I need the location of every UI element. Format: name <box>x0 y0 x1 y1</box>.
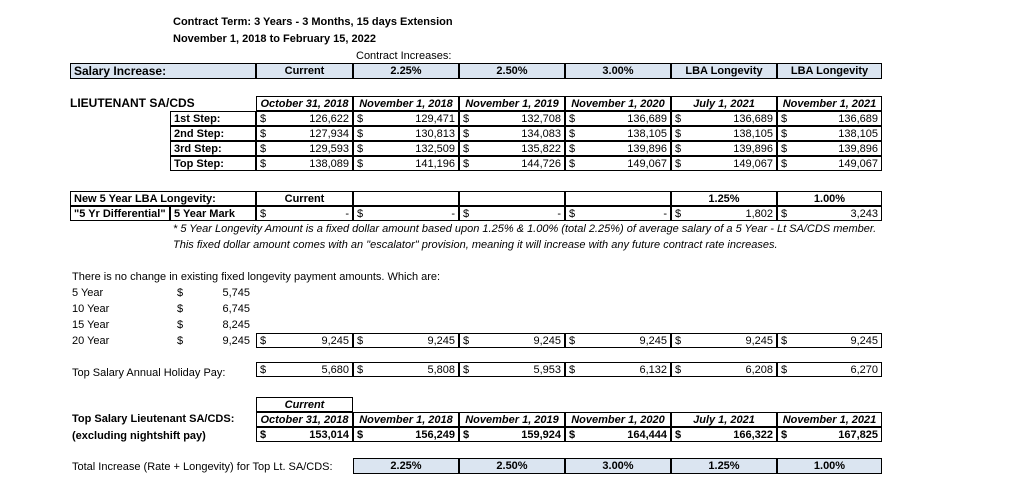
amount-value: 129,471 <box>415 113 455 125</box>
total-increase-value: 1.25% <box>671 458 777 474</box>
amount-value: 6,208 <box>745 364 773 376</box>
longevity-amount: 5,745 <box>222 287 250 299</box>
salary-increase-col: LBA Longevity <box>777 63 882 79</box>
currency-symbol: $ <box>260 429 267 441</box>
amount-value: 5,953 <box>533 364 561 376</box>
holiday-label: Top Salary Annual Holiday Pay: <box>72 367 226 379</box>
currency-symbol: $ <box>260 143 267 155</box>
currency-symbol: $ <box>675 113 682 125</box>
amount-value: 5,680 <box>321 364 349 376</box>
amount-value: 134,083 <box>521 128 561 140</box>
step-value <box>459 141 565 156</box>
currency-symbol: $ <box>357 143 364 155</box>
top-salary-value <box>353 427 459 442</box>
amount-value: 1,802 <box>745 208 773 220</box>
amount-value: 9,245 <box>745 335 773 347</box>
amount-value: 159,924 <box>521 429 561 441</box>
step-label: Top Step: <box>170 156 256 171</box>
currency-symbol: $ <box>357 364 364 376</box>
amount-value: 138,105 <box>838 128 878 140</box>
longevity-amount: 8,245 <box>222 319 250 331</box>
amount-value: 136,689 <box>733 113 773 125</box>
top-salary-value <box>777 427 882 442</box>
twenty-year-value <box>777 333 882 348</box>
longevity-amount: 9,245 <box>222 335 250 347</box>
amount-value: 127,934 <box>309 128 349 140</box>
lba-value <box>353 206 459 221</box>
amount-value: 129,593 <box>309 143 349 155</box>
lt-date-header: November 1, 2018 <box>353 96 459 111</box>
currency-symbol: $ <box>260 128 267 140</box>
lba-value <box>256 206 353 221</box>
step-value <box>777 126 882 141</box>
step-value <box>565 141 671 156</box>
amount-value: 156,249 <box>415 429 455 441</box>
currency-symbol: $ <box>569 208 576 220</box>
currency-symbol: $ <box>675 208 682 220</box>
amount-value: 139,896 <box>733 143 773 155</box>
currency-symbol: $ <box>781 208 788 220</box>
amount-value: 139,896 <box>838 143 878 155</box>
currency-symbol: $ <box>569 158 576 170</box>
lt-date-header: November 1, 2020 <box>565 96 671 111</box>
step-value <box>256 156 353 171</box>
amount-value: 9,245 <box>427 335 455 347</box>
top-salary-date: November 1, 2018 <box>353 412 459 427</box>
amount-value: 132,509 <box>415 143 455 155</box>
amount-value: 164,444 <box>627 429 667 441</box>
currency-symbol: $ <box>675 128 682 140</box>
step-label: 3rd Step: <box>170 141 256 156</box>
lba-mark-label: 5 Year Mark <box>170 206 256 221</box>
lba-empty-cell <box>353 191 459 206</box>
currency-symbol: $ <box>463 364 470 376</box>
salary-increase-col: Current <box>256 63 353 79</box>
currency-symbol: $ <box>675 335 682 347</box>
top-salary-sublabel: (excluding nightshift pay) <box>72 430 206 442</box>
top-salary-date: October 31, 2018 <box>256 412 353 427</box>
step-label: 1st Step: <box>170 111 256 126</box>
currency-symbol: $ <box>357 128 364 140</box>
currency-symbol: $ <box>177 303 184 315</box>
amount-value: 149,067 <box>733 158 773 170</box>
twenty-year-value <box>459 333 565 348</box>
step-value <box>353 156 459 171</box>
currency-symbol: $ <box>675 364 682 376</box>
currency-symbol: $ <box>177 287 184 299</box>
currency-symbol: $ <box>675 143 682 155</box>
holiday-value <box>256 362 353 377</box>
contract-increases-label: Contract Increases: <box>356 50 452 62</box>
step-value <box>256 111 353 126</box>
lba-value <box>459 206 565 221</box>
twenty-year-value <box>256 333 353 348</box>
currency-symbol: $ <box>675 158 682 170</box>
currency-symbol: $ <box>177 335 184 347</box>
amount-value: 3,243 <box>850 208 878 220</box>
step-value <box>565 111 671 126</box>
holiday-value <box>671 362 777 377</box>
lba-title: New 5 Year LBA Longevity: <box>70 191 256 206</box>
step-value <box>777 111 882 126</box>
currency-symbol: $ <box>569 128 576 140</box>
twenty-year-value <box>565 333 671 348</box>
lba-value <box>671 206 777 221</box>
currency-symbol: $ <box>463 429 470 441</box>
currency-symbol: $ <box>781 113 788 125</box>
twenty-year-value <box>671 333 777 348</box>
step-value <box>256 141 353 156</box>
currency-symbol: $ <box>569 143 576 155</box>
lba-empty-cell <box>565 191 671 206</box>
amount-value: - <box>345 208 349 220</box>
currency-symbol: $ <box>357 113 364 125</box>
amount-value: 144,726 <box>521 158 561 170</box>
currency-symbol: $ <box>569 113 576 125</box>
currency-symbol: $ <box>177 319 184 331</box>
longevity-label: 5 Year <box>72 287 104 299</box>
currency-symbol: $ <box>781 128 788 140</box>
step-value <box>353 126 459 141</box>
amount-value: 153,014 <box>309 429 349 441</box>
longevity-label: 20 Year <box>72 335 110 347</box>
top-salary-value <box>565 427 671 442</box>
lieutenant-title: LIEUTENANT SA/CDS <box>70 96 195 110</box>
lba-diff-label: "5 Yr Differential" <box>70 206 170 221</box>
currency-symbol: $ <box>569 429 576 441</box>
total-increase-label: Total Increase (Rate + Longevity) for Top Lt. SA/CDS: <box>72 461 333 473</box>
step-value <box>565 126 671 141</box>
currency-symbol: $ <box>260 335 267 347</box>
top-salary-date: November 1, 2019 <box>459 412 565 427</box>
salary-increase-col: 3.00% <box>565 63 671 79</box>
top-salary-value <box>459 427 565 442</box>
step-value <box>671 156 777 171</box>
amount-value: 136,689 <box>838 113 878 125</box>
currency-symbol: $ <box>569 335 576 347</box>
step-value <box>256 126 353 141</box>
lba-rate-2: 1.00% <box>777 191 882 206</box>
currency-symbol: $ <box>463 158 470 170</box>
currency-symbol: $ <box>463 335 470 347</box>
contract-period: November 1, 2018 to February 15, 2022 <box>173 33 376 45</box>
longevity-intro: There is no change in existing fixed longevity payment amounts. Which are: <box>72 271 441 283</box>
top-salary-date: November 1, 2020 <box>565 412 671 427</box>
amount-value: 6,132 <box>639 364 667 376</box>
step-value <box>777 141 882 156</box>
currency-symbol: $ <box>357 208 364 220</box>
currency-symbol: $ <box>463 113 470 125</box>
salary-increase-label: Salary Increase: <box>70 63 256 79</box>
lba-note-1: * 5 Year Longevity Amount is a fixed dollar amount based upon 1.25% & 1.00% (total 2.25%) of average salary of a 5 Year - Lt SA/CDS member. <box>173 223 877 235</box>
lt-date-header: July 1, 2021 <box>671 96 777 111</box>
lba-value <box>565 206 671 221</box>
step-value <box>777 156 882 171</box>
top-salary-current: Current <box>256 397 353 412</box>
lt-date-header: October 31, 2018 <box>256 96 353 111</box>
top-salary-label: Top Salary Lieutenant SA/CDS: <box>72 413 235 425</box>
longevity-label: 10 Year <box>72 303 110 315</box>
salary-increase-col: LBA Longevity <box>671 63 777 79</box>
currency-symbol: $ <box>781 158 788 170</box>
currency-symbol: $ <box>781 429 788 441</box>
holiday-value <box>353 362 459 377</box>
top-salary-date: November 1, 2021 <box>777 412 882 427</box>
currency-symbol: $ <box>463 143 470 155</box>
twenty-year-value <box>353 333 459 348</box>
amount-value: 138,105 <box>627 128 667 140</box>
lba-rate-1: 1.25% <box>671 191 777 206</box>
amount-value: 167,825 <box>838 429 878 441</box>
step-value <box>353 111 459 126</box>
total-increase-value: 2.25% <box>353 458 459 474</box>
total-increase-value: 1.00% <box>777 458 882 474</box>
salary-increase-col: 2.25% <box>353 63 459 79</box>
amount-value: 149,067 <box>627 158 667 170</box>
lba-value <box>777 206 882 221</box>
amount-value: 9,245 <box>321 335 349 347</box>
amount-value: - <box>557 208 561 220</box>
top-salary-date: July 1, 2021 <box>671 412 777 427</box>
step-value <box>671 111 777 126</box>
amount-value: 149,067 <box>838 158 878 170</box>
amount-value: 135,822 <box>521 143 561 155</box>
holiday-value <box>777 362 882 377</box>
lba-note-2: This fixed dollar amount comes with an "escalator" provision, meaning it will increase with any future contract rate increases. <box>173 239 778 251</box>
contract-term: Contract Term: 3 Years - 3 Months, 15 days Extension <box>173 16 453 28</box>
amount-value: 5,808 <box>427 364 455 376</box>
currency-symbol: $ <box>781 143 788 155</box>
amount-value: 136,689 <box>627 113 667 125</box>
amount-value: 9,245 <box>850 335 878 347</box>
currency-symbol: $ <box>260 158 267 170</box>
currency-symbol: $ <box>260 113 267 125</box>
amount-value: - <box>451 208 455 220</box>
currency-symbol: $ <box>569 364 576 376</box>
currency-symbol: $ <box>781 335 788 347</box>
salary-increase-col: 2.50% <box>459 63 565 79</box>
amount-value: 166,322 <box>733 429 773 441</box>
step-value <box>459 111 565 126</box>
lba-empty-cell <box>459 191 565 206</box>
amount-value: 126,622 <box>309 113 349 125</box>
currency-symbol: $ <box>357 158 364 170</box>
top-salary-value <box>256 427 353 442</box>
amount-value: 141,196 <box>415 158 455 170</box>
amount-value: 6,270 <box>850 364 878 376</box>
lt-date-header: November 1, 2021 <box>777 96 882 111</box>
step-label: 2nd Step: <box>170 126 256 141</box>
amount-value: 9,245 <box>533 335 561 347</box>
amount-value: 132,708 <box>521 113 561 125</box>
currency-symbol: $ <box>463 128 470 140</box>
step-value <box>671 141 777 156</box>
longevity-amount: 6,745 <box>222 303 250 315</box>
holiday-value <box>459 362 565 377</box>
currency-symbol: $ <box>357 429 364 441</box>
amount-value: 9,245 <box>639 335 667 347</box>
top-salary-value <box>671 427 777 442</box>
step-value <box>459 156 565 171</box>
amount-value: 139,896 <box>627 143 667 155</box>
longevity-label: 15 Year <box>72 319 110 331</box>
total-increase-value: 2.50% <box>459 458 565 474</box>
lt-date-header: November 1, 2019 <box>459 96 565 111</box>
currency-symbol: $ <box>781 364 788 376</box>
amount-value: 138,089 <box>309 158 349 170</box>
amount-value: - <box>663 208 667 220</box>
amount-value: 130,813 <box>415 128 455 140</box>
step-value <box>565 156 671 171</box>
total-increase-value: 3.00% <box>565 458 671 474</box>
lba-current: Current <box>256 191 353 206</box>
currency-symbol: $ <box>357 335 364 347</box>
currency-symbol: $ <box>260 208 267 220</box>
currency-symbol: $ <box>260 364 267 376</box>
amount-value: 138,105 <box>733 128 773 140</box>
step-value <box>671 126 777 141</box>
holiday-value <box>565 362 671 377</box>
step-value <box>353 141 459 156</box>
currency-symbol: $ <box>675 429 682 441</box>
step-value <box>459 126 565 141</box>
currency-symbol: $ <box>463 208 470 220</box>
